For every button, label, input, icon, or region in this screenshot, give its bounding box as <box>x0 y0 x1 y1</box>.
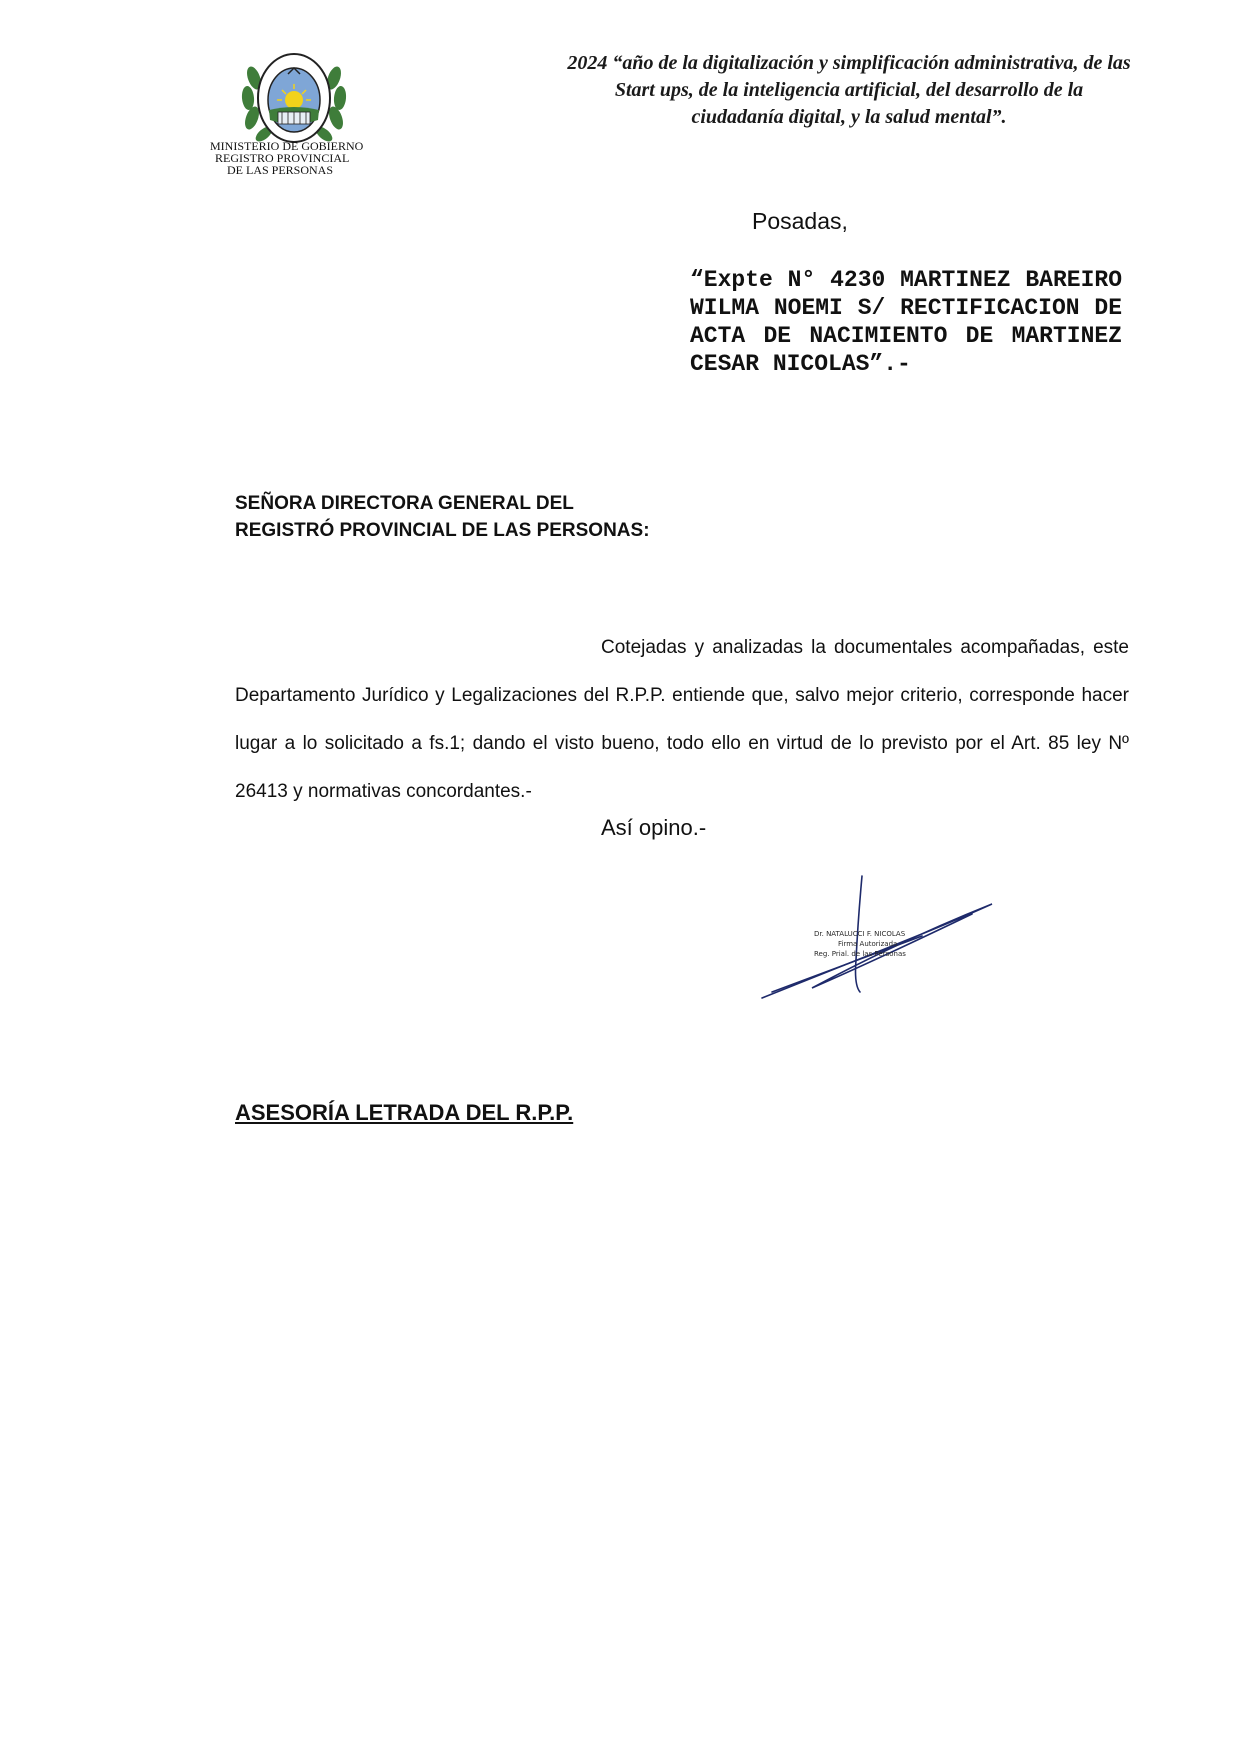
body-paragraph <box>235 624 1129 816</box>
official-year-motto <box>518 50 1180 131</box>
addressee-line: SEÑORA DIRECTORA GENERAL DEL <box>235 493 574 514</box>
motto-line: Start ups, de la inteligencia artificial, del desarrollo de la <box>614 79 1084 101</box>
motto-line: ciudadanía digital, y la salud mental”. <box>691 106 1007 128</box>
ministry-heading <box>206 140 406 176</box>
case-reference: “Expte N° 4230 MARTINEZ BAREIRO WILMA NOEMI S/ RECTIFICACION DE ACTA DE NACIMIENTO DE MARTINEZ CESAR NICOLAS”.- <box>690 267 1122 377</box>
ministry-line: REGISTRO PROVINCIAL <box>215 151 350 165</box>
stamp-line: Reg. Prial. de las Personas <box>814 950 906 958</box>
legal-advisory-heading: ASESORÍA LETRADA DEL R.P.P. <box>235 1100 574 1125</box>
body-paragraph-text: Cotejadas y analizadas la documentales acompañadas, este Departamento Jurídico y Legalizaciones del R.P.P. entiende que, salvo mejor criterio, corresponde hacer lugar a lo solicitado a fs.1; dando el visto bueno, todo ello en virtud de lo previsto por el Art. 85 ley Nº 26413 y normativas concordantes.- <box>235 637 1129 802</box>
ministry-line: DE LAS PERSONAS <box>227 163 334 177</box>
stamp-line: Dr. NATALUCCI F. NICOLAS <box>814 930 906 938</box>
motto-line: 2024 “año de la digitalización y simplificación administrativa, de las <box>567 52 1131 74</box>
provincial-seal-logo <box>232 48 356 148</box>
closing-statement: Así opino.- <box>601 815 707 840</box>
addressee <box>235 490 650 544</box>
addressee-line: REGISTRÓ PROVINCIAL DE LAS PERSONAS: <box>235 520 650 541</box>
ministry-line: MINISTERIO DE GOBIERNO <box>210 139 364 153</box>
handwritten-signature <box>752 870 1002 1010</box>
stamp-line: Firma Autorizada <box>838 940 898 948</box>
place-date: Posadas, <box>752 208 848 234</box>
